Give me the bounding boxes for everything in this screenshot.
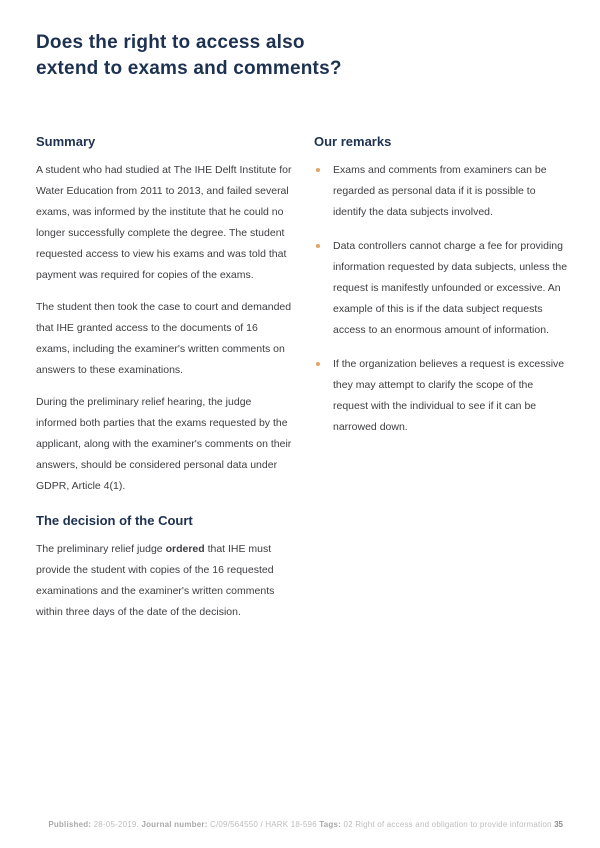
summary-heading: Summary [36, 134, 96, 149]
left-column [36, 134, 292, 634]
bullet-dot-icon [316, 244, 320, 248]
summary-paragraph-1: A student who had studied at The IHE Delft Institute for Water Education from 2011 to 2013, and failed several exams, was informed by the institute that he could no longer successfully complete the degree. The student requested access to view his exams and was told that payment was required for copies of the exams. [36, 164, 292, 281]
remarks-heading: Our remarks [314, 134, 392, 149]
decision-heading: The decision of the Court [36, 513, 193, 528]
page-footer [0, 819, 600, 831]
remark-bullet-1 [314, 160, 570, 223]
bullet-dot-icon [316, 168, 320, 172]
right-column [314, 134, 570, 634]
footer-metadata [0, 819, 600, 831]
remark-bullet-3 [314, 354, 570, 438]
published-label: Published: [48, 820, 92, 829]
bullet-dot-icon [316, 362, 320, 366]
journal-number-label: Journal number: [141, 820, 208, 829]
remark-text-1: Exams and comments from examiners can be regarded as personal data if it is possible to identify the data subjects involved. [333, 164, 547, 218]
page-title: Does the right to access also extend to exams and comments? [36, 32, 342, 79]
summary-paragraph-3: During the preliminary relief hearing, the judge informed both parties that the exams requested by the applicant, along with the examiner's comments on their answers, should be considered personal data under GDPR, Article 4(1). [36, 396, 292, 492]
two-column-layout [36, 134, 570, 634]
remark-text-3: If the organization believes a request is excessive they may attempt to clarify the scope of the request with the individual to see if it can be narrowed down. [333, 358, 565, 433]
tags-label: Tags: [319, 820, 342, 829]
published-value: 28-05-2019. [93, 820, 139, 829]
tags-value: 02 Right of access and obligation to provide information [343, 820, 552, 829]
page-number: 35 [554, 820, 563, 829]
decision-paragraph [36, 539, 292, 623]
remark-bullet-2 [314, 236, 570, 341]
decision-text-after: that IHE must provide the student with copies of the 16 requested examinations and the examiner's written comments within three days of the date of the decision. [36, 543, 275, 618]
remark-text-2: Data controllers cannot charge a fee for providing information requested by data subjects, unless the request is manifestly unfounded or excessive. An example of this is if the data subject requests access to an enormous amount of information. [333, 240, 568, 336]
journal-number-value: C/09/564550 / HARK 18-596 [210, 820, 317, 829]
decision-text-bold: ordered [165, 543, 205, 555]
decision-text-before: The preliminary relief judge [36, 543, 166, 555]
summary-paragraph-2: The student then took the case to court and demanded that IHE granted access to the documents of 16 exams, including the examiner's written comments on answers to these examinations. [36, 301, 292, 376]
